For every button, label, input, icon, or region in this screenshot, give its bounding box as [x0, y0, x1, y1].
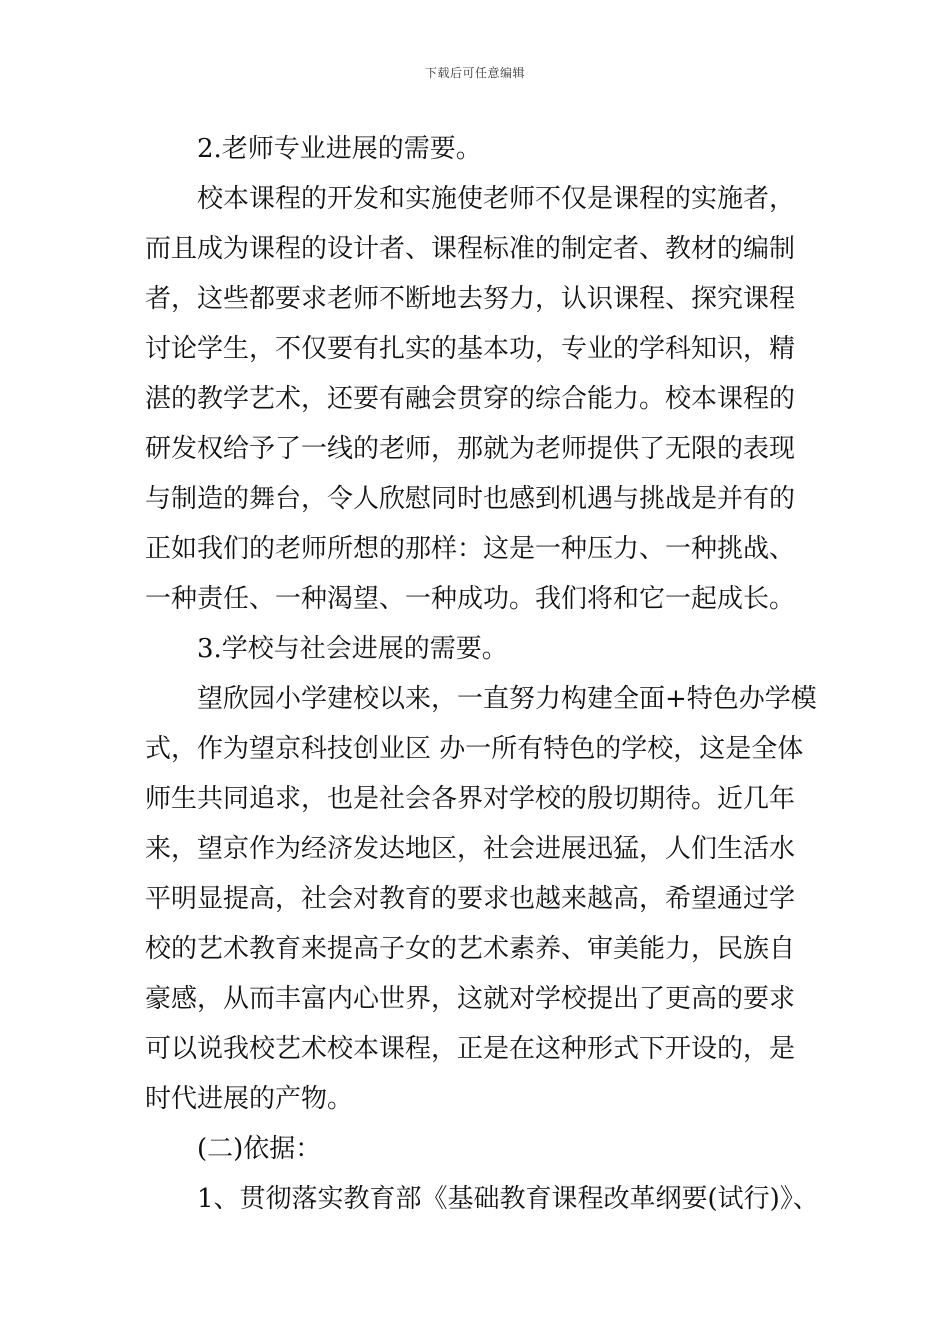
text-line: 2.老师专业进展的需要。 [197, 134, 482, 164]
text-line: 讨论学生，不仅要有扎实的基本功，专业的学科知识，精 [145, 334, 796, 364]
text-line: (二)依据： [197, 1134, 322, 1164]
text-line: 来，望京作为经济发达地区，社会进展迅猛，人们生活水 [145, 834, 796, 864]
text-line: 与制造的舞台，令人欣慰同时也感到机遇与挑战是并有的 [145, 484, 796, 514]
text-line: 正如我们的老师所想的那样：这是一种压力、一种挑战、 [145, 534, 796, 564]
page-header: 下载后可任意编辑 [424, 66, 525, 80]
text-line: 研发权给予了一线的老师，那就为老师提供了无限的表现 [145, 434, 796, 464]
body-text [145, 124, 825, 1224]
text-line: 校本课程的开发和实施使老师不仅是课程的实施者， [197, 184, 796, 214]
text-line: 1、贯彻落实教育部《基础教育课程改革纲要(试行)》、 [197, 1184, 819, 1214]
text-line: 者，这些都要求老师不断地去努力，认识课程、探究课程 [145, 284, 796, 314]
text-line: 校的艺术教育来提高子女的艺术素养、审美能力，民族自 [145, 934, 796, 964]
text-line: 平明显提高，社会对教育的要求也越来越高，希望通过学 [145, 884, 796, 914]
text-line: 3.学校与社会进展的需要。 [197, 634, 508, 664]
text-line: 可以说我校艺术校本课程，正是在这种形式下开设的，是 [145, 1034, 796, 1064]
text-line: 式，作为望京科技创业区 办一所有特色的学校，这是全体 [145, 734, 804, 764]
text-line: 一种责任、一种渴望、一种成功。我们将和它一起成长。 [145, 584, 796, 614]
text-line: 师生共同追求，也是社会各界对学校的殷切期待。近几年 [145, 784, 796, 814]
text-line: 湛的教学艺术，还要有融会贯穿的综合能力。校本课程的 [145, 384, 796, 414]
text-line: 豪感，从而丰富内心世界，这就对学校提出了更高的要求 [145, 984, 796, 1014]
text-line: 望欣园小学建校以来，一直努力构建全面+特色办学模 [197, 684, 817, 714]
text-line: 而且成为课程的设计者、课程标准的制定者、教材的编制 [145, 234, 796, 264]
text-line: 时代进展的产物。 [145, 1084, 354, 1114]
